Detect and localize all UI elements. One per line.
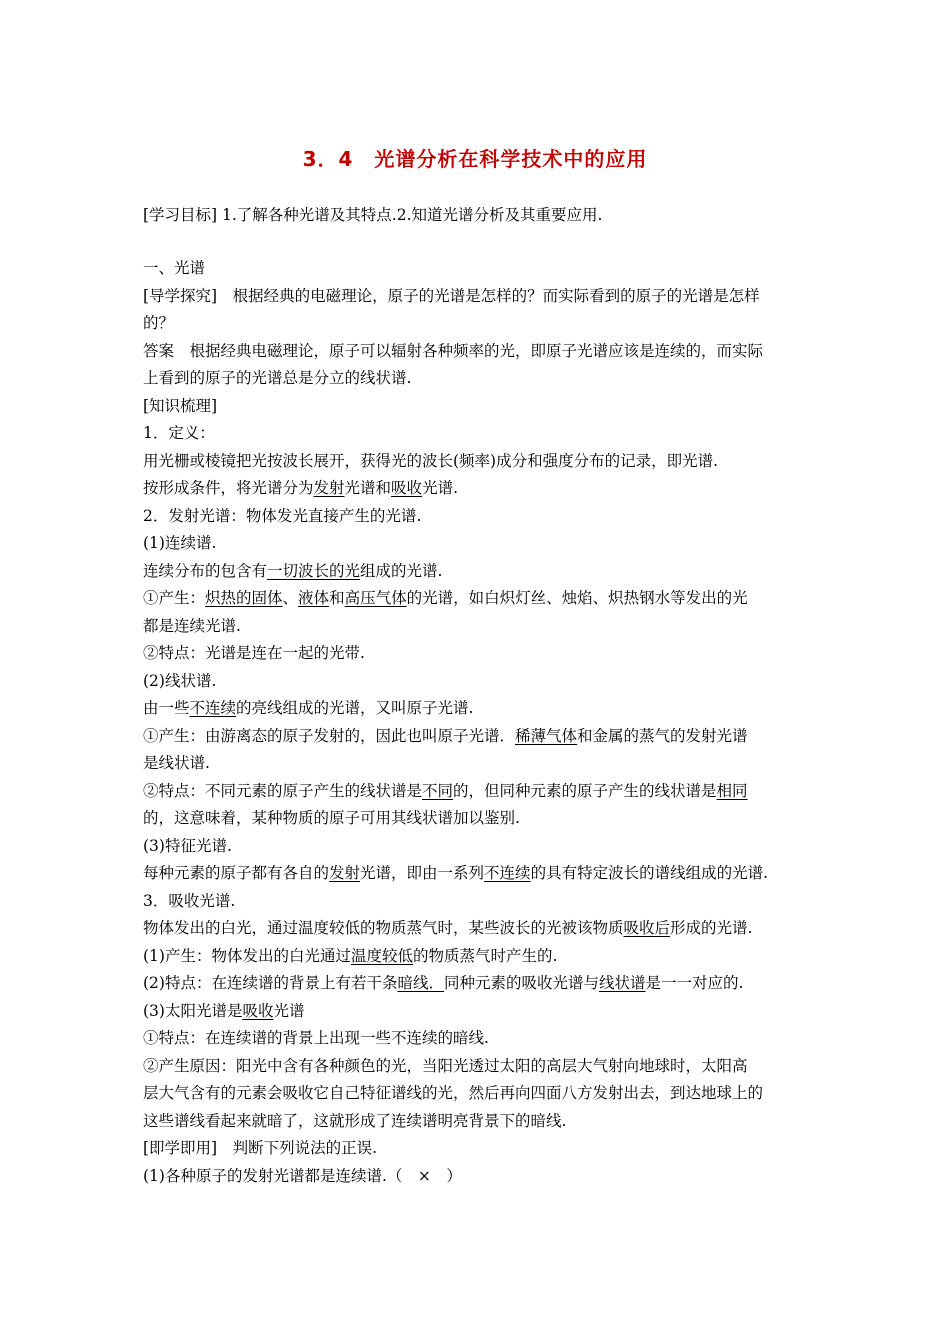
line-text: [导学探究] 根据经典的电磁理论，原子的光谱是怎样的？而实际看到的原子的光谱是怎样 xyxy=(143,287,760,305)
text-line xyxy=(143,423,215,443)
line-text: 答案 根据经典电磁理论，原子可以辐射各种频率的光，即原子光谱应该是连续的，而实际 xyxy=(143,342,764,360)
fill-in-answer: 吸收后 xyxy=(623,919,671,937)
line-text: 物体发出的白光，通过温度较低的物质蒸气时，某些波长的光被该物质 xyxy=(143,919,624,937)
fill-in-answer: 暗线． xyxy=(397,974,444,992)
fill-in-answer: 高压气体 xyxy=(344,589,407,607)
fill-in-answer: 炽热的固体 xyxy=(205,589,283,607)
fill-in-answer: 液体 xyxy=(298,589,330,607)
text-line xyxy=(143,891,235,911)
line-text: (2)线状谱. xyxy=(143,672,217,690)
page-title: 3．4 光谱分析在科学技术中的应用 xyxy=(302,147,648,171)
line-text: 、 xyxy=(282,589,299,607)
line-text: ②特点：光谱是连在一起的光带. xyxy=(143,644,365,662)
line-text: 用光栅或棱镜把光按波长展开，获得光的波长(频率)成分和强度分布的记录，即光谱. xyxy=(143,452,719,470)
text-line xyxy=(143,1083,763,1103)
text-line xyxy=(143,478,458,498)
line-text: ①产生： xyxy=(143,589,206,607)
text-line xyxy=(143,753,210,773)
line-text: 一、光谱 xyxy=(143,259,206,277)
text-line xyxy=(143,533,216,553)
line-text: 的光谱，如白炽灯丝、烛焰、炽热钢水等发出的光 xyxy=(406,589,748,607)
fill-in-answer: 不连续 xyxy=(484,864,531,882)
text-line xyxy=(143,205,602,225)
text-line xyxy=(143,836,232,856)
line-text: 的物质蒸气时产生的. xyxy=(412,947,558,965)
line-text: (2)特点：在连续谱的背景上有若干条 xyxy=(143,974,398,992)
line-text: 是一一对应的. xyxy=(645,974,744,992)
text-line xyxy=(143,781,748,801)
text-line xyxy=(143,726,748,746)
text-line xyxy=(143,698,473,718)
line-text: 和金属的蒸气的发射光谱 xyxy=(577,727,748,745)
line-text: 形成的光谱. xyxy=(670,919,753,937)
line-text: 这些谱线看起来就暗了，这就形成了连续谱明亮背景下的暗线. xyxy=(143,1112,567,1130)
line-text: 的，但同种元素的原子产生的线状谱是 xyxy=(453,782,717,800)
line-text: 的亮线组成的光谱，又叫原子光谱. xyxy=(236,699,474,717)
fill-in-answer: 不连续 xyxy=(189,699,237,717)
text-line xyxy=(143,506,421,526)
line-text: 光谱，即由一系列 xyxy=(360,864,485,882)
fill-in-answer: 一切波长的光 xyxy=(267,562,361,580)
fill-in-answer: 发射 xyxy=(329,864,361,882)
text-line xyxy=(143,671,216,691)
fill-in-answer: 相同 xyxy=(716,782,748,800)
line-text: ①特点：在连续谱的背景上出现一些不连续的暗线. xyxy=(143,1029,489,1047)
line-text: [即学即用] 判断下列说法的正误. xyxy=(143,1139,378,1157)
line-text: 同种元素的吸收光谱与 xyxy=(443,974,599,992)
line-text: ②产生原因：阳光中含有各种颜色的光，当阳光透过太阳的高层大气射向地球时，太阳高 xyxy=(143,1057,748,1075)
line-text: (1)连续谱. xyxy=(143,534,217,552)
text-line xyxy=(143,1056,748,1076)
line-text: 是线状谱. xyxy=(143,754,210,772)
line-text: 连续分布的包含有 xyxy=(143,562,268,580)
text-line xyxy=(143,451,718,471)
text-line xyxy=(143,561,442,581)
line-text: (3)太阳光谱是 xyxy=(143,1002,243,1020)
text-line xyxy=(143,863,768,883)
line-text: 层大气含有的元素会吸收它自己特征谱线的光，然后再向四面八方发射出去，到达地球上的 xyxy=(143,1084,764,1102)
line-text: ②特点：不同元素的原子产生的线状谱是 xyxy=(143,782,423,800)
fill-in-answer: 不同 xyxy=(422,782,454,800)
text-line xyxy=(143,616,241,636)
text-line xyxy=(143,286,760,306)
line-text: 2．发射光谱：物体发光直接产生的光谱. xyxy=(143,507,422,525)
line-text: (1)产生：物体发出的白光通过 xyxy=(143,947,351,965)
text-line xyxy=(143,808,520,828)
line-text: 3．吸收光谱. xyxy=(143,892,236,910)
line-text: 按形成条件，将光谱分为 xyxy=(143,479,314,497)
text-line xyxy=(143,1166,462,1186)
line-text: 都是连续光谱. xyxy=(143,617,241,635)
text-line xyxy=(143,258,205,278)
line-text: (1)各种原子的发射光谱都是连续谱.（ × ） xyxy=(143,1167,462,1185)
line-text: 的？ xyxy=(143,314,175,332)
fill-in-answer: 发射 xyxy=(313,479,345,497)
line-text: 组成的光谱. xyxy=(360,562,443,580)
text-line xyxy=(143,313,174,333)
line-text: 光谱和 xyxy=(344,479,392,497)
text-line xyxy=(143,973,743,993)
text-line xyxy=(143,1028,489,1048)
text-line xyxy=(143,918,752,938)
fill-in-answer: 稀薄气体 xyxy=(515,727,578,745)
fill-in-answer: 温度较低 xyxy=(350,947,413,965)
line-text: (3)特征光谱. xyxy=(143,837,232,855)
line-text: 的，这意味着，某种物质的原子可用其线状谱加以鉴别. xyxy=(143,809,520,827)
text-line xyxy=(143,341,763,361)
line-text: 1．定义： xyxy=(143,424,215,442)
fill-in-answer: 吸收 xyxy=(391,479,423,497)
text-line xyxy=(143,1111,566,1131)
text-line xyxy=(143,1001,305,1021)
text-line xyxy=(143,643,365,663)
line-text: [学习目标] 1.了解各种光谱及其特点.2.知道光谱分析及其重要应用. xyxy=(143,206,603,224)
text-line xyxy=(143,368,411,388)
text-line xyxy=(143,1138,377,1158)
line-text: ①产生：由游离态的原子发射的，因此也叫原子光谱． xyxy=(143,727,516,745)
line-text: 光谱 xyxy=(273,1002,305,1020)
text-line xyxy=(143,588,748,608)
line-text: 上看到的原子的光谱总是分立的线状谱. xyxy=(143,369,412,387)
text-line xyxy=(143,396,217,416)
line-text: 的具有特定波长的谱线组成的光谱. xyxy=(530,864,768,882)
line-text: [知识梳理] xyxy=(143,397,218,415)
fill-in-answer: 线状谱 xyxy=(599,974,646,992)
line-text: 每种元素的原子都有各自的 xyxy=(143,864,330,882)
text-line xyxy=(143,946,557,966)
line-text: 光谱. xyxy=(422,479,458,497)
line-text: 和 xyxy=(329,589,345,607)
line-text: 由一些 xyxy=(143,699,190,717)
fill-in-answer: 吸收 xyxy=(242,1002,274,1020)
